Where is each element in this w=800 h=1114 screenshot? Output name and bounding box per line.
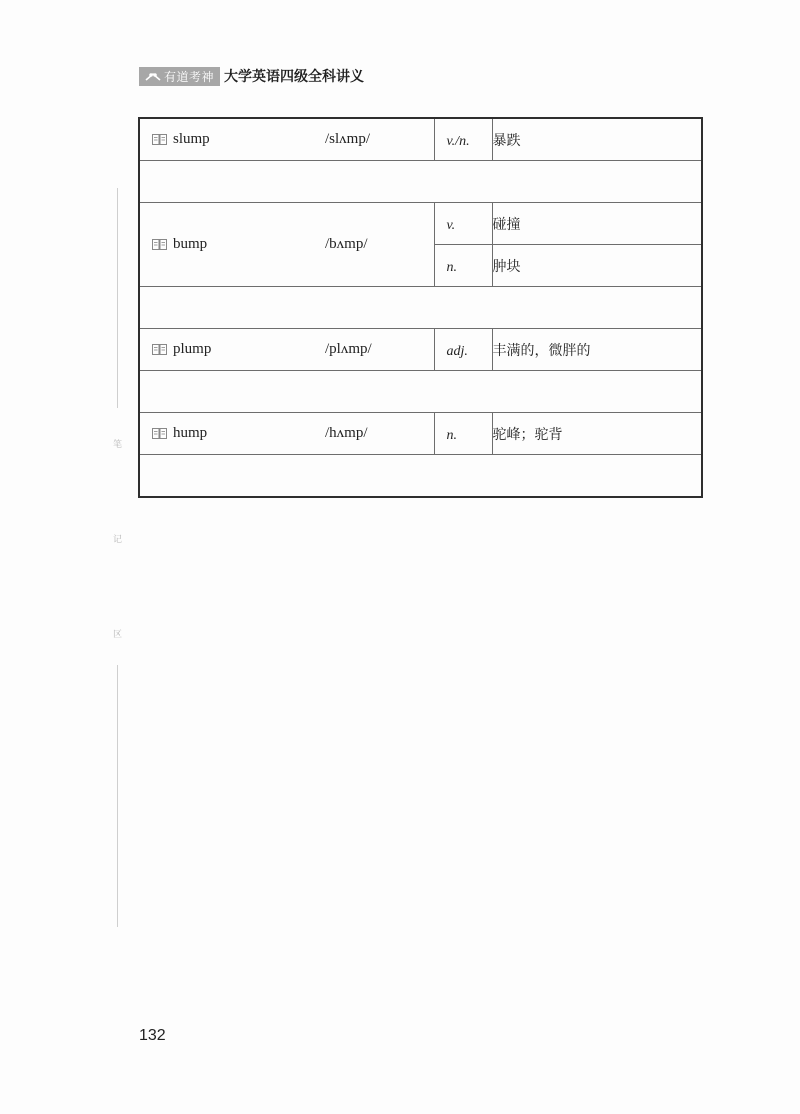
- blank-note-row: [139, 161, 702, 203]
- pos-cell: [434, 413, 492, 455]
- table-row: [139, 413, 702, 455]
- phonetic: /plʌmp/: [325, 341, 372, 357]
- open-book-icon: [152, 428, 167, 439]
- table-row: [139, 118, 702, 161]
- phonetic: /slʌmp/: [325, 131, 371, 147]
- notes-divider-top: [117, 188, 118, 408]
- word-cell: [139, 203, 434, 287]
- brand-name: 有道考神: [164, 69, 215, 84]
- meaning: 丰满的，微胖的: [492, 342, 591, 359]
- blank-note-row: [139, 371, 702, 413]
- pos-cell: [434, 118, 492, 161]
- meaning: 肿块: [492, 258, 521, 275]
- word-cell: [139, 329, 434, 371]
- notes-label-char-3: 区: [112, 630, 122, 640]
- phonetic: /hʌmp/: [325, 425, 368, 441]
- meaning-cell: [492, 329, 702, 371]
- pos-cell: [434, 329, 492, 371]
- part-of-speech: v./n.: [446, 133, 470, 149]
- word-cell: [139, 118, 434, 161]
- blank-cell: [139, 455, 702, 498]
- word-cell: [139, 413, 434, 455]
- word: hump: [173, 425, 208, 441]
- notes-divider-bottom: [117, 665, 118, 927]
- table-row: [139, 203, 702, 245]
- meaning: 暴跌: [492, 132, 521, 149]
- brand-badge: [139, 67, 220, 86]
- part-of-speech: v.: [446, 217, 456, 233]
- word: bump: [173, 236, 208, 252]
- owl-book-icon: [145, 70, 161, 82]
- blank-cell: [139, 371, 702, 413]
- table-row: [139, 329, 702, 371]
- blank-cell: [139, 161, 702, 203]
- pos-cell: [434, 245, 492, 287]
- page-header: [139, 66, 364, 86]
- meaning-cell: [492, 118, 702, 161]
- notes-label-char-1: 笔: [112, 440, 122, 450]
- blank-note-row: [139, 287, 702, 329]
- phonetic: /bʌmp/: [325, 236, 368, 252]
- vocabulary-table: [138, 117, 703, 498]
- open-book-icon: [152, 344, 167, 355]
- meaning-cell: [492, 413, 702, 455]
- meaning-cell: [492, 203, 702, 245]
- notes-label-char-2: 记: [112, 535, 122, 545]
- part-of-speech: n.: [446, 259, 457, 275]
- meaning: 驼峰；驼背: [492, 426, 563, 443]
- pos-cell: [434, 203, 492, 245]
- meaning: 碰撞: [492, 216, 521, 233]
- document-title: 大学英语四级全科讲义: [224, 69, 365, 85]
- part-of-speech: n.: [446, 427, 457, 443]
- word: slump: [173, 131, 210, 147]
- page-number: 132: [139, 1027, 166, 1044]
- blank-cell: [139, 287, 702, 329]
- open-book-icon: [152, 134, 167, 145]
- word: plump: [173, 341, 212, 357]
- open-book-icon: [152, 239, 167, 250]
- blank-note-row: [139, 455, 702, 498]
- meaning-cell: [492, 245, 702, 287]
- part-of-speech: adj.: [446, 343, 468, 359]
